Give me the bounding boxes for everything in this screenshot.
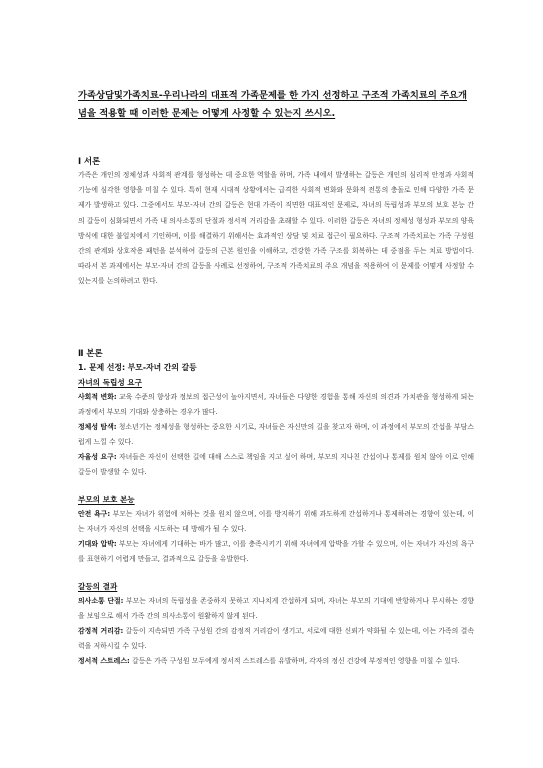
list-item [78, 450, 474, 480]
item-label: 정서적 스트레스: [78, 657, 130, 665]
item-label: 정체성 탐색: [78, 423, 117, 431]
section-title: 1. 문제 선정: 부모-자녀 간의 갈등 [78, 363, 197, 372]
list-item [78, 537, 474, 567]
intro-paragraph: 가족은 개인의 정체성과 사회적 관계를 형성하는 데 중요한 역할을 하며, 가족 내에서 발생하는 갈등은 개인의 심리적 안정과 사회적 기능에 심각한 영향을 미칠 수 있다. 특히 현재 시대적 상황에서는 급격한 사회적 변화와 문화적 전통의 충돌로 인해 다양한 가족 문제가 발생하고 있다. 그중에서도 부모-자녀 간의 갈등은 현대 가족이 직면한 대표적인 문제로, 자녀의 독립성과 부모의 보호 본능 간의 갈등이 심화되면서 가족 내 의사소통의 단절과 정서적 거리감을 초래할 수 있다. 이러한 갈등은 자녀의 정체성 형성과 부모의 양육 방식에 대한 불일치에서 기인하며, 이를 해결하기 위해서는 효과적인 상담 및 치료 접근이 필요하다. 구조적 가족치료는 가족 구성원 간의 관계와 상호작용 패턴을 분석하여 갈등의 근본 원인을 이해하고, 건강한 가족 구조를 회복하는 데 중점을 두는 치료 방법이다. 따라서 본 과제에서는 부모-자녀 간의 갈등을 사례로 선정하여, 구조적 가족치료의 주요 개념을 적용하여 이 문제를 어떻게 사정할 수 있는지를 논의하려고 한다. [78, 171, 474, 286]
item-text: 부모는 자녀에게 기대하는 바가 많고, 이를 충족시키기 위해 자녀에게 압박을 가할 수 있으며, 이는 자녀가 자신의 욕구를 표현하기 어렵게 만들고, 결과적으로 갈등을 유발한다. [78, 540, 474, 564]
item-label: 안전 욕구: [78, 510, 111, 518]
item-label: 사회적 변화: [78, 393, 117, 401]
item-text: 청소년기는 정체성을 형성하는 중요한 시기로, 자녀들은 자신만의 길을 찾고자 하며, 이 과정에서 부모의 간섭을 부담스럽게 느낄 수 있다. [78, 423, 474, 447]
intro-heading: Ⅰ 서론 [78, 156, 101, 166]
list-item [78, 594, 474, 624]
group-title-protection: 부모의 보호 본능 [78, 495, 135, 504]
main-heading: Ⅱ 본론 [78, 348, 103, 358]
group-title-result: 갈등의 결과 [78, 582, 118, 591]
list-item [78, 420, 474, 450]
group-title-independence: 자녀의 독립성 요구 [78, 378, 142, 387]
list-item [78, 390, 474, 420]
item-label: 감정적 거리감: [78, 627, 124, 635]
item-text: 부모는 자녀의 독립성을 존중하지 못하고 지나치게 간섭하게 되며, 자녀는 부모의 기대에 반항하거나 무시하는 경향을 보임으로 해서 가족 간의 의사소통이 원활하지 않게 된다. [78, 597, 475, 621]
item-text: 갈등이 지속되면 가족 구성원 간의 감정적 거리감이 생기고, 서로에 대한 신뢰가 약화될 수 있는데, 이는 가족의 결속력을 저하시킬 수 있다. [78, 627, 474, 651]
item-label: 기대와 압박: [78, 540, 117, 548]
item-text: 부모는 자녀가 위험에 처하는 것을 원치 않으며, 이를 방지하기 위해 과도하게 간섭하거나 통제하려는 경향이 있는데, 이는 자녀가 자신의 선택을 시도하는 데 방해가 될 수 있다. [78, 510, 474, 534]
list-item [78, 624, 474, 654]
item-label: 의사소통 단절: [78, 597, 124, 605]
list-item [78, 507, 474, 537]
item-text: 교육 수준의 향상과 정보의 접근성이 높아지면서, 자녀들은 다양한 경험을 통해 자신의 의견과 가치관을 형성하게 되는 과정에서 부모의 기대와 상충하는 경우가 많다. [78, 393, 474, 417]
item-label: 자율성 요구: [78, 453, 117, 461]
item-text: 자녀들은 자신이 선택한 길에 대해 스스로 책임을 지고 싶어 하며, 부모의 지나친 간섭이나 통제를 원치 않아 이로 인해 갈등이 발생할 수 있다. [78, 453, 475, 477]
document-title: 가족상담및가족치료-우리나라의 대표적 가족문제를 한 가지 선정하고 구조적 가족치료의 주요개념을 적용할 때 이러한 문제는 어떻게 사정할 수 있는지 쓰시오. [78, 90, 467, 119]
list-item [78, 654, 474, 669]
item-text: 갈등은 가족 구성원 모두에게 정서적 스트레스를 유발하며, 각자의 정신 건강에 부정적인 영향을 미칠 수 있다. [129, 657, 460, 665]
